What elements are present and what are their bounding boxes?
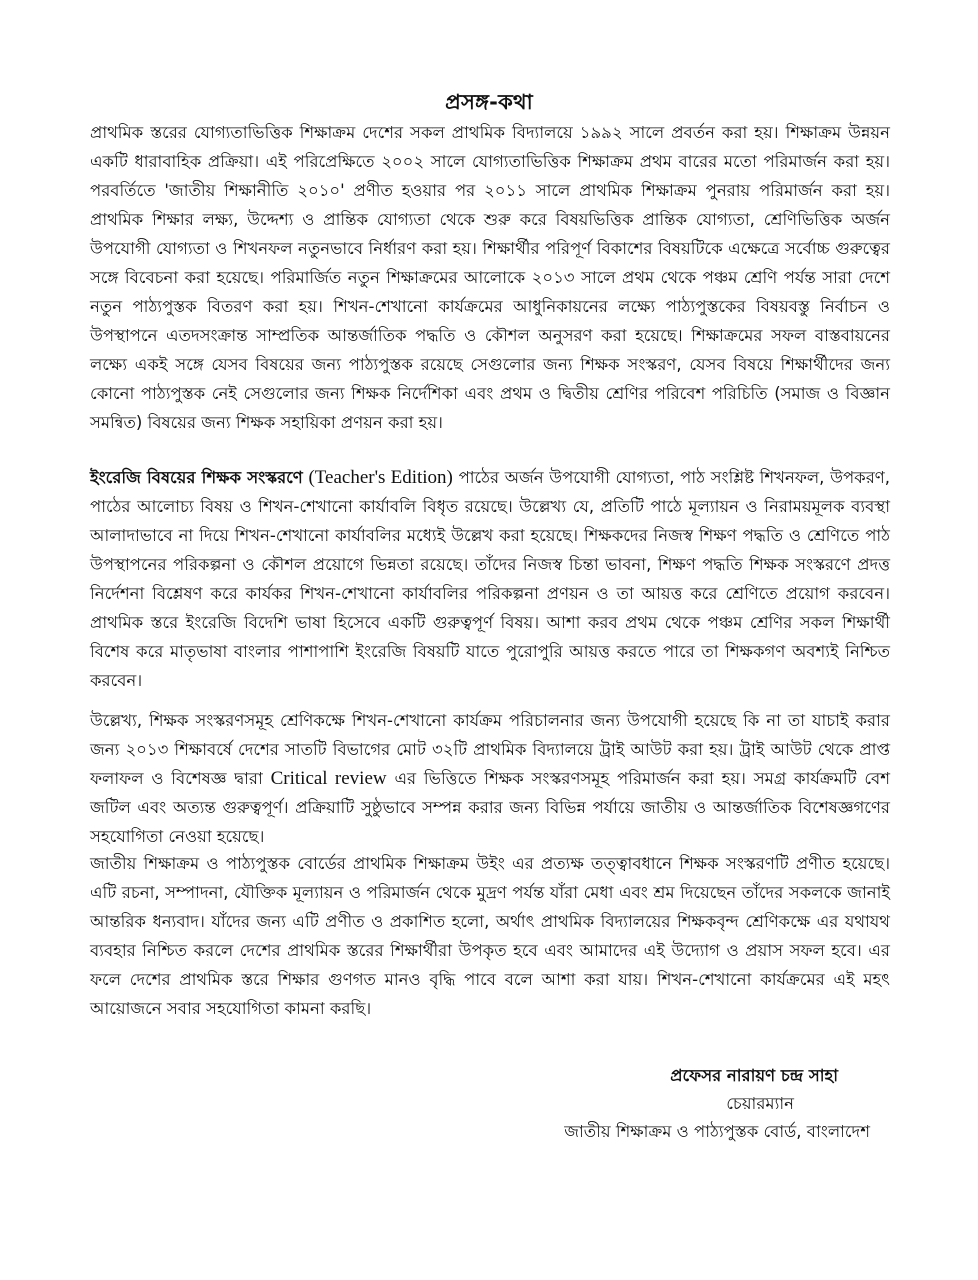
paragraph-acknowledgement: জাতীয় শিক্ষাক্রম ও পাঠ্যপুস্তক বোর্ডের প্রাথমিক শিক্ষাক্রম উইং এর প্রত্যক্ষ তত্ত্বাবধানে শিক্ষক সংস্করণটি প্রণীত হয়েছে। এটি রচনা, সম্পাদনা, যৌক্তিক মূল্যায়ন ও পরিমার্জন থেকে মুদ্রণ পর্যন্ত যাঁরা মেধা এবং শ্রম দিয়েছেন তাঁদের সকলকে জানাই আন্তরিক ধন্যবাদ। যাঁদের জন্য এটি প্রণীত ও প্রকাশিত হলো, অর্থাৎ প্রাথমিক বিদ্যালয়ের শিক্ষকবৃন্দ শ্রেণিকক্ষে এর যথাযথ ব্যবহার নিশ্চিত করলে দেশের প্রাথমিক স্তরের শিক্ষার্থীরা উপকৃত হবে এবং আমাদের এই উদ্যোগ ও প্রয়াস সফল হবে। এর ফলে দেশের প্রাথমিক স্তরে শিক্ষার গুণগত মানও বৃদ্ধি পাবে বলে আশা করা যায়। শিখন-শেখানো কার্যক্রমের এই মহৎ আয়োজনে সবার সহযোগিতা কামনা করছি।	[90, 854, 890, 1018]
paragraph-body-text: উল্লেখ্য, শিক্ষক সংস্করণসমূহ শ্রেণিকক্ষে শিখন-শেখানো কার্যক্রম পরিচালনার জন্য উপযোগী হয়েছে কি না তা যাচাই করার জন্য ২০১৩ শিক্ষাবর্ষে দেশের সাতটি বিভাগের মোট ৩২টি প্রাথমিক বিদ্যালয়ে ট্রাই আউট করা হয়। ট্রাই আউট থেকে প্রাপ্ত ফলাফল ও বিশেষজ্ঞ দ্বারা	[90, 711, 890, 788]
signature-block	[564, 1062, 870, 1146]
page-title: প্রসঙ্গ-কথা	[445, 90, 533, 114]
teachers-edition-term: (Teacher's Edition)	[308, 467, 453, 488]
paragraph-lead-text: ইংরেজি বিষয়ের শিক্ষক সংস্করণে	[90, 468, 303, 487]
signatory-organization: জাতীয় শিক্ষাক্রম ও পাঠ্যপুস্তক বোর্ড, বাংলাদেশ	[564, 1122, 870, 1141]
paragraph-tryout	[90, 706, 890, 851]
signatory-designation: চেয়ারম্যান	[726, 1094, 794, 1113]
paragraph-teachers-edition	[90, 463, 890, 695]
paragraph-intro: প্রাথমিক স্তরের যোগ্যতাভিত্তিক শিক্ষাক্রম দেশের সকল প্রাথমিক বিদ্যালয়ে ১৯৯২ সালে প্রবর্তন করা হয়। শিক্ষাক্রম উন্নয়ন একটি ধারাবাহিক প্রক্রিয়া। এই পরিপ্রেক্ষিতে ২০০২ সালে যোগ্যতাভিত্তিক শিক্ষাক্রম প্রথম বারের মতো পরিমার্জন করা হয়। পরবর্তিতে 'জাতীয় শিক্ষানীতি ২০১০' প্রণীত হওয়ার পর ২০১১ সালে প্রাথমিক শিক্ষাক্রম পুনরায় পরিমার্জন করা হয়। প্রাথমিক শিক্ষার লক্ষ্য, উদ্দেশ্য ও প্রান্তিক যোগ্যতা থেকে শুরু করে বিষয়ভিত্তিক প্রান্তিক যোগ্যতা, শ্রেণিভিত্তিক অর্জন উপযোগী যোগ্যতা ও শিখনফল নতুনভাবে নির্ধারণ করা হয়। শিক্ষার্থীর পরিপূর্ণ বিকাশের বিষয়টিকে এক্ষেত্রে সর্বোচ্চ গুরুত্বের সঙ্গে বিবেচনা করা হয়েছে। পরিমার্জিত নতুন শিক্ষাক্রমের আলোকে ২০১৩ সালে প্রথম থেকে পঞ্চম শ্রেণি পর্যন্ত সারা দেশে নতুন পাঠ্যপুস্তক বিতরণ করা হয়। শিখন-শেখানো কার্যক্রমের আধুনিকায়নের লক্ষ্যে পাঠ্যপুস্তকের বিষয়বস্তু নির্বাচন ও উপস্থাপনে এতদসংক্রান্ত সাম্প্রতিক আন্তর্জাতিক পদ্ধতি ও কৌশল অনুসরণ করা হয়েছে। শিক্ষাক্রমের সফল বাস্তবায়নের লক্ষ্যে একই সঙ্গে যেসব বিষয়ের জন্য পাঠ্যপুস্তক রয়েছে সেগুলোর জন্য শিক্ষক সংস্করণ, যেসব বিষয়ে শিক্ষার্থীদের জন্য কোনো পাঠ্যপুস্তক নেই সেগুলোর জন্য শিক্ষক নির্দেশিকা এবং প্রথম ও দ্বিতীয় শ্রেণির পরিবেশ পরিচিতি (সমাজ ও বিজ্ঞান সমন্বিত) বিষয়ের জন্য শিক্ষক সহায়িকা প্রণয়ন করা হয়।	[90, 123, 890, 432]
critical-review-term: Critical review	[270, 768, 387, 789]
paragraph-body-text: পাঠের অর্জন উপযোগী যোগ্যতা, পাঠ সংশ্লিষ্ট শিখনফল, উপকরণ, পাঠের আলোচ্য বিষয় ও শিখন-শেখানো কার্যাবলি বিধৃত রয়েছে। উল্লেখ্য যে, প্রতিটি পাঠে মূল্যায়ন ও নিরাময়মূলক ব্যবস্থা আলাদাভাবে না দিয়ে শিখন-শেখানো কার্যাবলির মধ্যেই উল্লেখ করা হয়েছে। শিক্ষকদের নিজস্ব শিক্ষণ পদ্ধতি ও শ্রেণিতে পাঠ উপস্থাপনের পরিকল্পনা ও কৌশল প্রয়োগে ভিন্নতা রয়েছে। তাঁদের নিজস্ব চিন্তা ভাবনা, শিক্ষণ পদ্ধতি শিক্ষক সংস্করণে প্রদত্ত নির্দেশনা বিশ্লেষণ করে কার্যকর শিখন-শেখানো কার্যাবলির পরিকল্পনা প্রণয়ন ও তা আয়ত্ত করে শ্রেণিতে প্রয়োগ করবেন। প্রাথমিক স্তরে ইংরেজি বিদেশি ভাষা হিসেবে একটি গুরুত্বপূর্ণ বিষয়। আশা করব প্রথম থেকে পঞ্চম শ্রেণির সকল শিক্ষার্থী বিশেষ করে মাতৃভাষা বাংলার পাশাপাশি ইংরেজি বিষয়টি যাতে পুরোপুরি আয়ত্ত করতে পারে তা শিক্ষকগণ অবশ্যই নিশ্চিত করবেন।	[90, 468, 890, 690]
signatory-name: প্রফেসর নারায়ণ চন্দ্র সাহা	[670, 1066, 838, 1085]
paragraph-body-text: এর ভিত্তিতে শিক্ষক সংস্করণসমূহ পরিমার্জন করা হয়। সমগ্র কার্যক্রমটি বেশ জটিল এবং অত্যন্ত গুরুত্বপূর্ণ। প্রক্রিয়াটি সুষ্ঠুভাবে সম্পন্ন করার জন্য বিভিন্ন পর্যায়ে জাতীয় ও আন্তর্জাতিক বিশেষজ্ঞগণের সহযোগিতা নেওয়া হয়েছে।	[90, 769, 890, 846]
